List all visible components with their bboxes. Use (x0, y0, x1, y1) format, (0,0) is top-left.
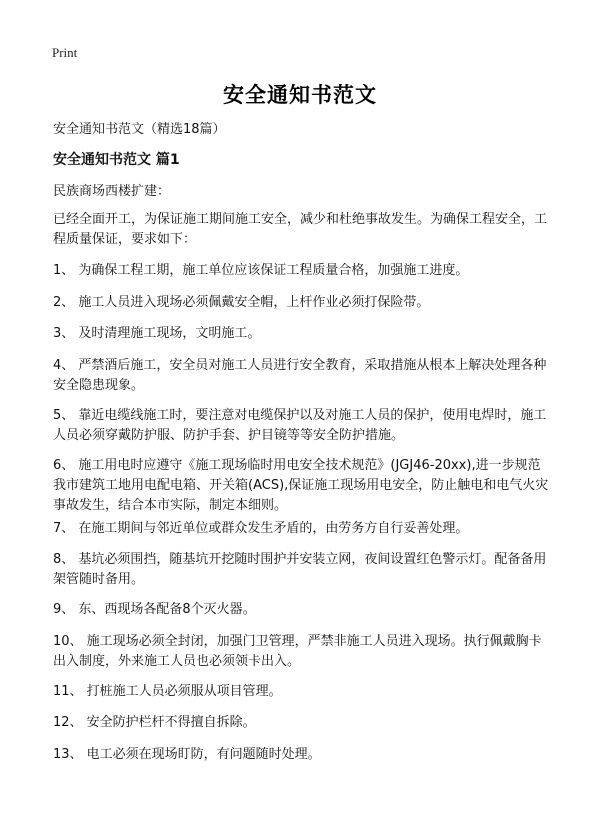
page-title: 安全通知书范文 (223, 83, 377, 107)
list-item: 5、 靠近电缆线施工时，要注意对电缆保护以及对施工人员的保护，使用电焊时，施工人员必须穿戴防护服、防护手套、护目镜等等安全防护措施。 (53, 408, 547, 443)
intro-paragraph: 已经全面开工，为保证施工期间施工安全，减少和杜绝事故发生。为确保工程安全，工程质量保证，要求如下： (53, 212, 548, 247)
list-item: 10、 施工现场必须全封闭，加强门卫管理，严禁非施工人员进入现场。执行佩戴胸卡出入制度，外来施工人员也必须领卡出入。 (53, 634, 542, 669)
list-item: 8、 基坑必须围挡，随基坑开挖随时围护并安装立网，夜间设置红色警示灯。配备备用架管随时备用。 (53, 552, 547, 587)
list-item: 12、 安全防护栏杆不得擅自拆除。 (53, 715, 256, 730)
print-link[interactable]: Print (52, 45, 78, 60)
section-heading: 安全通知书范文 篇1 (53, 152, 180, 168)
document-subtitle: 安全通知书范文（精选18篇） (53, 122, 226, 137)
list-item: 2、 施工人员进入现场必须佩戴安全帽，上杆作业必须打保险带。 (53, 295, 430, 310)
list-item: 6、 施工用电时应遵守《施工现场临时用电安全技术规范》(JGJ46-20xx),进一步规范我市建筑工地用电配电箱、开关箱(ACS),保证施工现场用电安全，防止触电和电气火灾事故发生，结合本市实际，制定本细则。 (53, 458, 549, 513)
list-item: 4、 严禁酒后施工，安全员对施工人员进行安全教育，采取措施从根本上解决处理各种安全隐患现象。 (53, 358, 547, 393)
list-item: 7、 在施工期间与邻近单位或群众发生矛盾的，由劳务方自行妥善处理。 (53, 521, 469, 536)
salutation: 民族商场西楼扩建： (53, 184, 171, 199)
list-item: 13、 电工必须在现场盯防，有问题随时处理。 (53, 747, 321, 762)
list-item: 1、 为确保工程工期，施工单位应该保证工程质量合格，加强施工进度。 (53, 263, 469, 278)
list-item: 3、 及时清理施工现场，文明施工。 (53, 326, 261, 341)
list-item: 11、 打桩施工人员必须服从项目管理。 (53, 684, 282, 699)
list-item: 9、 东、西现场各配备8个灭火器。 (53, 602, 256, 617)
